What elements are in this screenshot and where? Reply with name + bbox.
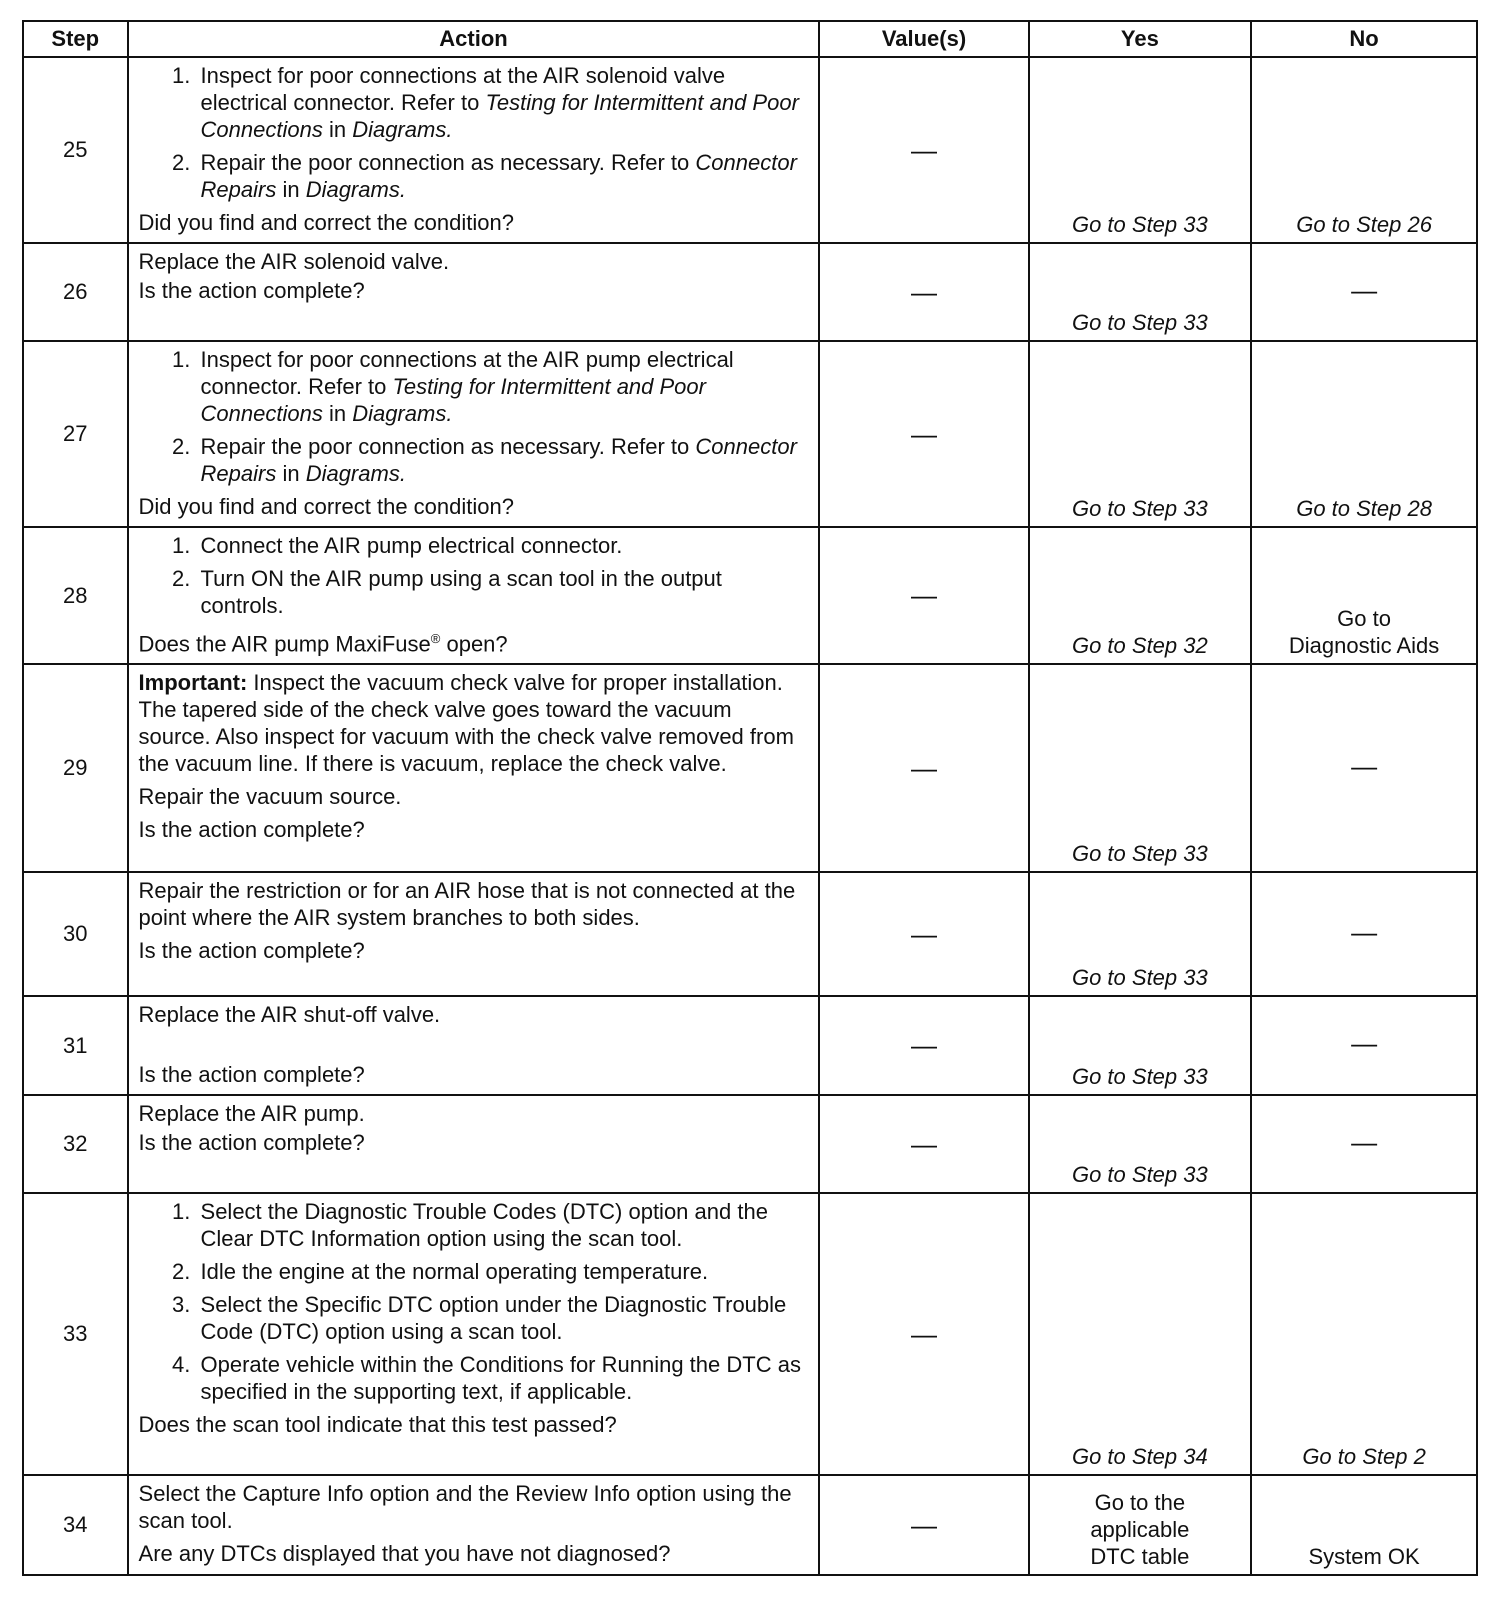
action-cell: Repair the restriction or for an AIR hose that is not connected at the point where the AIR system branches to both sides. Is the action complete? [128,872,820,996]
value-cell: — [819,243,1028,341]
step-number: 28 [23,527,128,664]
yes-cell: Go to Step 32 [1029,527,1252,664]
question-text: Is the action complete? [138,1062,365,1088]
value-cell: — [819,1475,1028,1575]
action-cell [128,57,820,243]
question-text: Is the action complete? [138,938,365,964]
step-number: 32 [23,1095,128,1193]
no-cell: Go to Step 2 [1251,1193,1477,1475]
no-cell: Go to Diagnostic Aids [1251,527,1477,664]
action-cell [128,1193,820,1475]
action-cell: Important: Inspect the vacuum check valve for proper installation. The tapered side of the check valve goes toward the vacuum source. Also inspect for vacuum with the check valve removed from the vacuum line. If there is vacuum, replace the check valve. Repair the vacuum source. Is the action complete? [128,664,820,872]
action-cell: Replace the AIR solenoid valve. Is the action complete? [128,243,820,341]
list-item: 3. Select the Specific DTC option under the Diagnostic Trouble Code (DTC) option using a scan tool. [197,1291,809,1345]
table-row [23,872,1477,996]
yes-cell: Go to Step 33 [1029,1095,1252,1193]
question-text: Is the action complete? [138,278,365,303]
list-item: 2. Idle the engine at the normal operating temperature. [197,1258,809,1285]
list-item: 1. Select the Diagnostic Trouble Codes (DTC) option and the Clear DTC Information option using the scan tool. [197,1198,809,1252]
yes-cell: Go to Step 34 [1029,1193,1252,1475]
no-cell: System OK [1251,1475,1477,1575]
table-row [23,57,1477,243]
action-cell: Replace the AIR shut-off valve. Is the action complete? [128,996,820,1095]
value-cell: — [819,527,1028,664]
no-cell: — [1251,243,1477,341]
step-number: 25 [23,57,128,243]
list-item: 2. Repair the poor connection as necessary. Refer to Connector Repairs in Diagrams. [197,433,809,487]
action-cell: Select the Capture Info option and the Review Info option using the scan tool. Are any DTCs displayed that you have not diagnosed? [128,1475,820,1575]
header-values: Value(s) [819,21,1028,57]
value-cell: — [819,872,1028,996]
yes-cell: Go to the applicable DTC table [1029,1475,1252,1575]
no-cell: — [1251,872,1477,996]
no-cell: — [1251,664,1477,872]
table-row [23,996,1477,1095]
list-item: 2. Turn ON the AIR pump using a scan tool in the output controls. [197,565,809,619]
list-item: 2. Repair the poor connection as necessary. Refer to Connector Repairs in Diagrams. [197,149,809,203]
table-row [23,1193,1477,1475]
header-yes: Yes [1029,21,1252,57]
diagnostic-table [22,20,1478,1576]
value-cell: — [819,1193,1028,1475]
action-cell [128,527,820,664]
no-cell: — [1251,996,1477,1095]
step-number: 29 [23,664,128,872]
question-text: Are any DTCs displayed that you have not diagnosed? [138,1541,671,1567]
step-number: 26 [23,243,128,341]
no-cell: — [1251,1095,1477,1193]
header-step: Step [23,21,128,57]
value-cell: — [819,1095,1028,1193]
header-no: No [1251,21,1477,57]
step-number: 30 [23,872,128,996]
step-number: 33 [23,1193,128,1475]
yes-cell: Go to Step 33 [1029,664,1252,872]
table-row [23,664,1477,872]
value-cell: — [819,57,1028,243]
yes-cell: Go to Step 33 [1029,996,1252,1095]
important-note: Important: Inspect the vacuum check valve for proper installation. The tapered side of the check valve goes toward the vacuum source. Also inspect for vacuum with the check valve removed from the vacuum line. If there is vacuum, replace the check valve. [138,670,794,777]
yes-cell: Go to Step 33 [1029,243,1252,341]
step-number: 34 [23,1475,128,1575]
step-number: 27 [23,341,128,527]
table-row [23,1475,1477,1575]
list-item: 1. Inspect for poor connections at the AIR solenoid valve electrical connector. Refer to Testing for Intermittent and Poor Connections in Diagrams. [197,62,809,143]
list-item: 4. Operate vehicle within the Conditions for Running the DTC as specified in the supporting text, if applicable. [197,1351,809,1405]
question-text: Does the scan tool indicate that this test passed? [138,1412,617,1438]
value-cell: — [819,664,1028,872]
question-text: Did you find and correct the condition? [138,210,514,235]
table-row [23,341,1477,527]
header-row [23,21,1477,57]
list-item: 1. Inspect for poor connections at the AIR pump electrical connector. Refer to Testing for Intermittent and Poor Connections in Diagrams. [197,346,809,427]
table-row [23,527,1477,664]
question-text: Is the action complete? [138,1130,365,1156]
action-cell: Replace the AIR pump. Is the action complete? [128,1095,820,1193]
value-cell: — [819,996,1028,1095]
value-cell: — [819,341,1028,527]
action-cell [128,341,820,527]
table-row [23,1095,1477,1193]
list-item: 1. Connect the AIR pump electrical connector. [197,532,809,559]
question-text: Did you find and correct the condition? [138,494,514,519]
step-number: 31 [23,996,128,1095]
no-cell: Go to Step 26 [1251,57,1477,243]
no-cell: Go to Step 28 [1251,341,1477,527]
header-action: Action [128,21,820,57]
question-text: Is the action complete? [138,817,365,843]
table-row [23,243,1477,341]
yes-cell: Go to Step 33 [1029,872,1252,996]
question-text: Does the AIR pump MaxiFuse® open? [138,631,508,657]
yes-cell: Go to Step 33 [1029,341,1252,527]
yes-cell: Go to Step 33 [1029,57,1252,243]
